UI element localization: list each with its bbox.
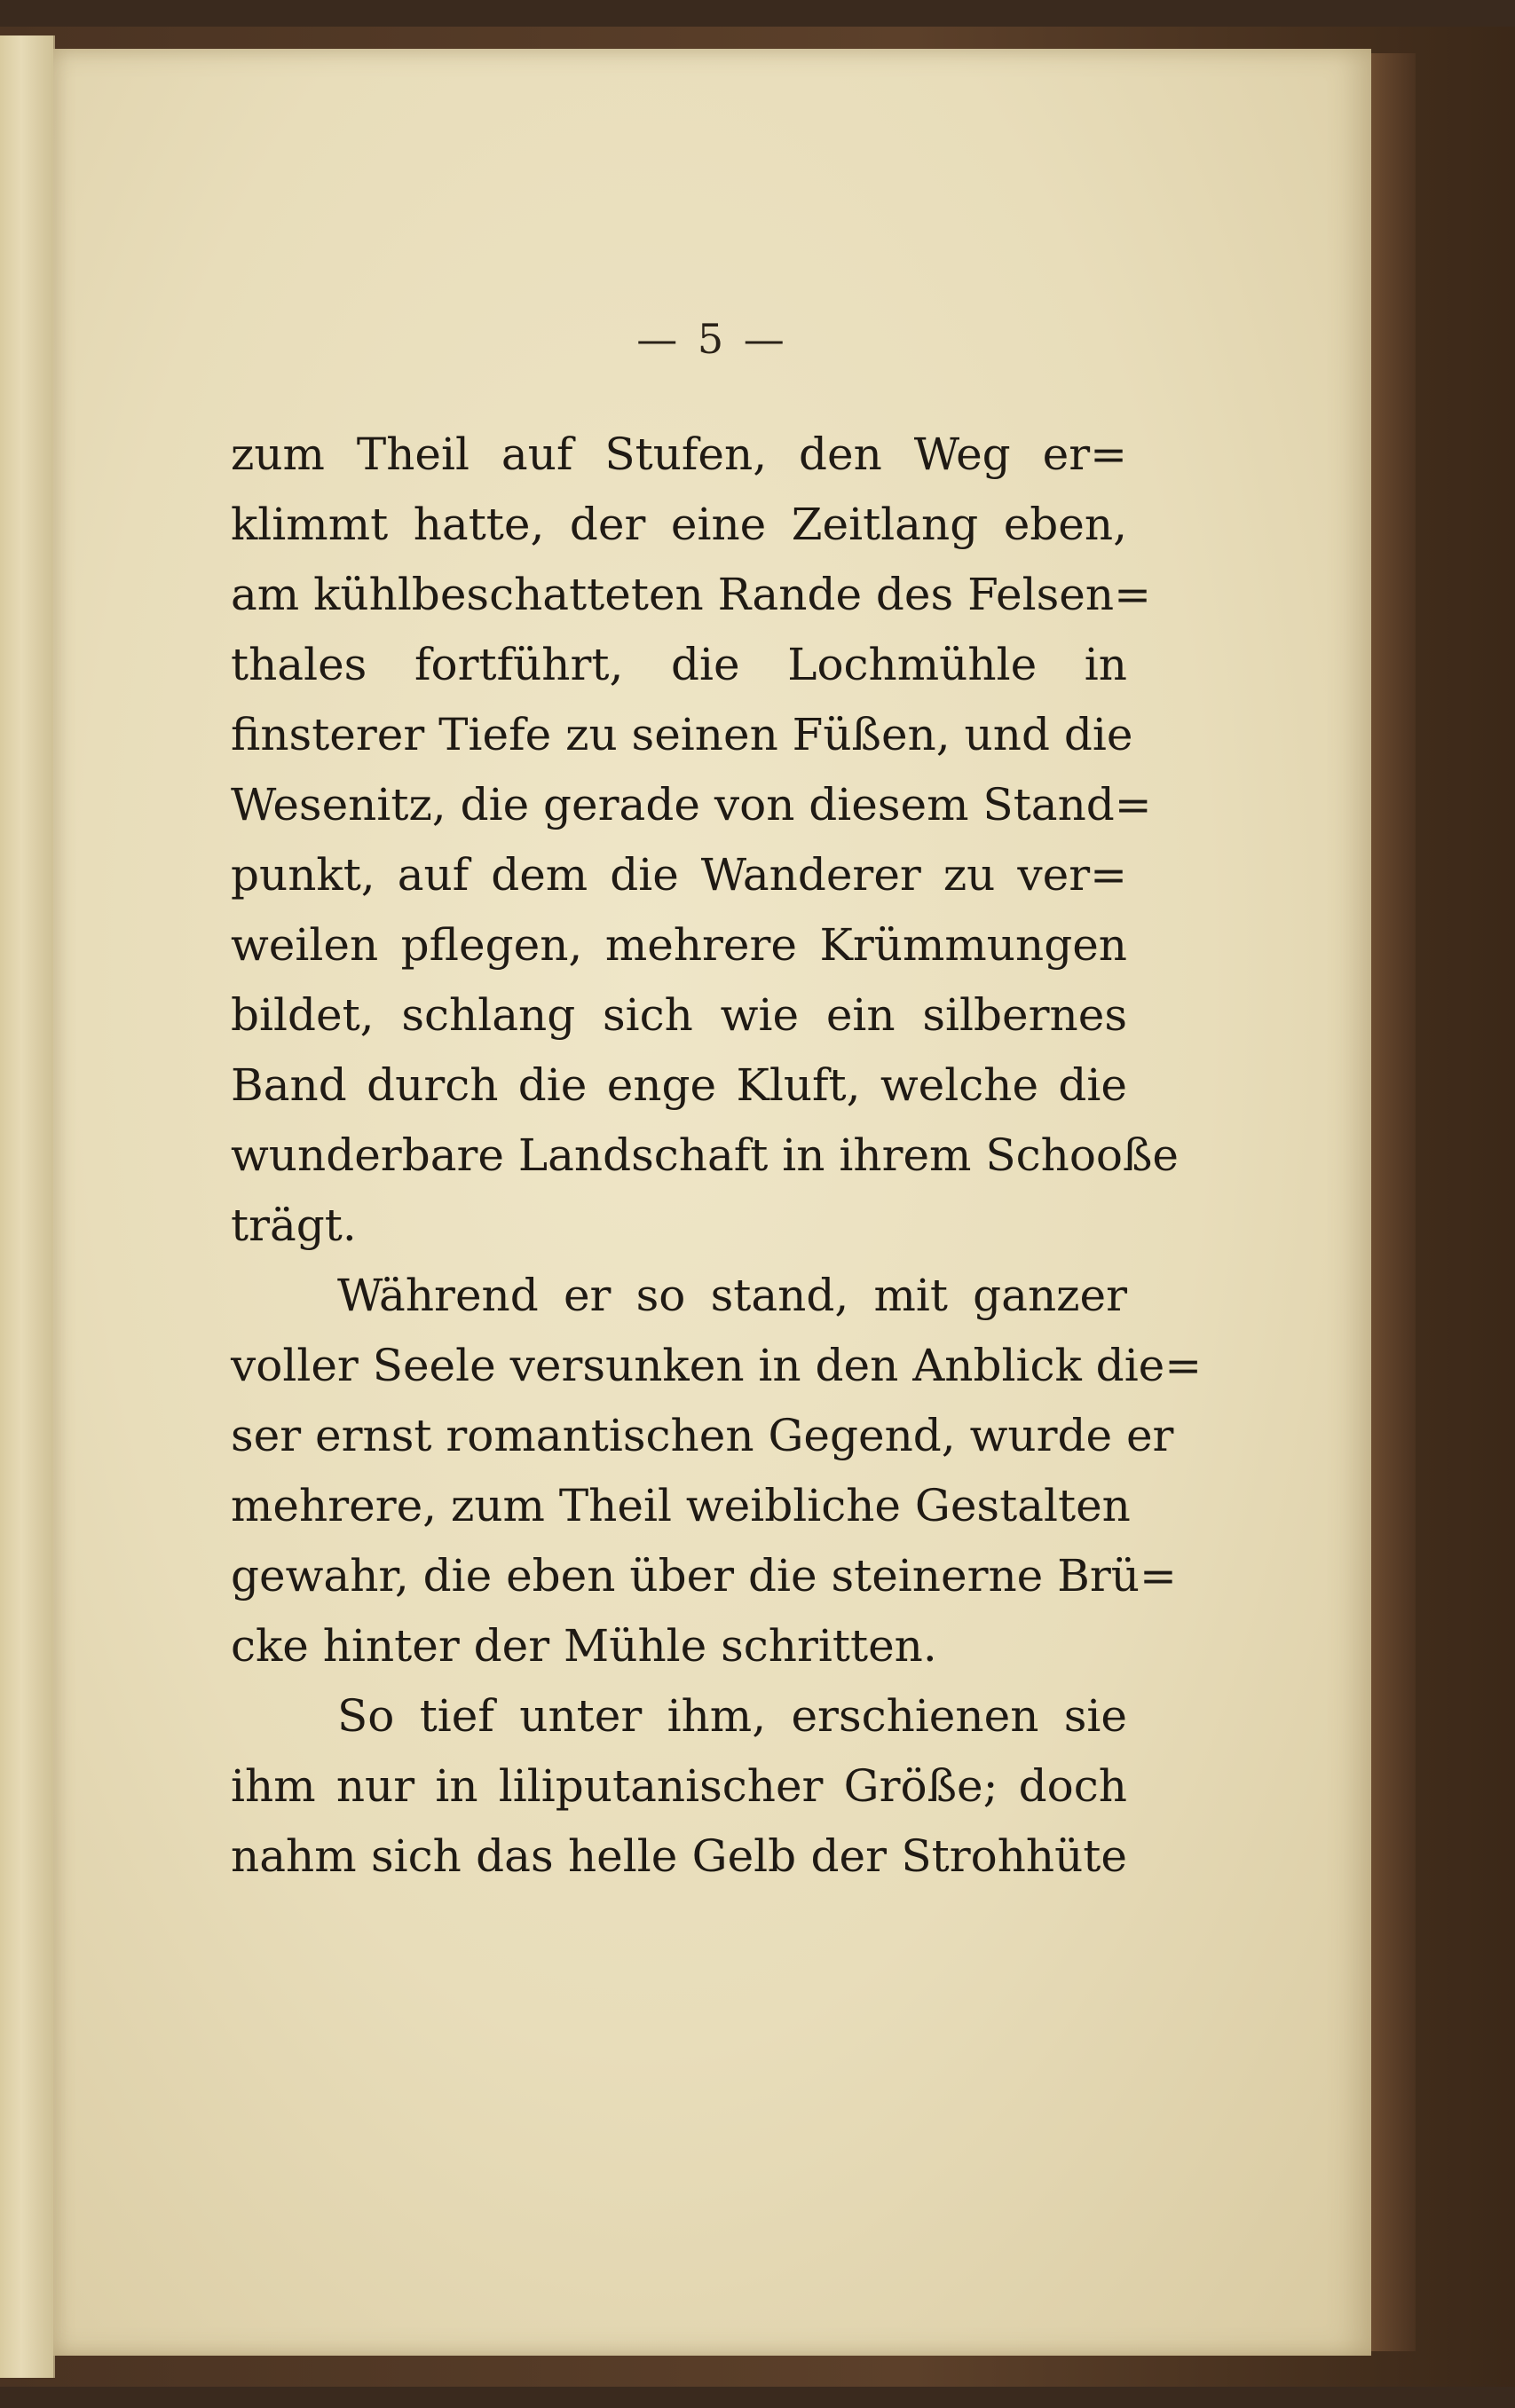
- binding-edge: [0, 35, 55, 2378]
- text-line: cke hinter der Mühle schritten.: [231, 1620, 937, 1672]
- text-line: mehrere, zum Theil weibliche Gestalten: [231, 1480, 1131, 1531]
- text-line: Band durch die enge Kluft, welche die: [231, 1059, 1127, 1111]
- text-line: gewahr, die eben über die steinerne Brü=: [231, 1550, 1177, 1601]
- text-line: am kühlbeschatteten Rande des Felsen=: [231, 569, 1151, 620]
- text-line: bildet, schlang sich wie ein silbernes: [231, 989, 1127, 1041]
- text-line: zum Theil auf Stufen, den Weg er=: [231, 429, 1127, 480]
- text-line: punkt, auf dem die Wanderer zu ver=: [231, 849, 1127, 901]
- text-line: finsterer Tiefe zu seinen Füßen, und die: [231, 709, 1133, 760]
- body-text: [231, 420, 1203, 1892]
- text-line: ihm nur in liliputanischer Größe; doch: [231, 1760, 1127, 1812]
- text-line: voller Seele versunken in den Anblick die=: [231, 1340, 1203, 1391]
- text-line: Während er so stand, mit ganzer: [337, 1270, 1127, 1321]
- text-line: weilen pflegen, mehrere Krümmungen: [231, 919, 1127, 971]
- page-edge: [1371, 53, 1416, 2351]
- page-number: — 5 —: [636, 315, 788, 363]
- text-line: wunderbare Landschaft in ihrem Schooße: [231, 1129, 1180, 1181]
- book-page: [53, 49, 1371, 2356]
- text-line: Wesenitz, die gerade von diesem Stand=: [231, 779, 1152, 830]
- text-line: klimmt hatte, der eine Zeitlang eben,: [231, 499, 1127, 550]
- text-line: ser ernst romantischen Gegend, wurde er: [231, 1410, 1174, 1461]
- text-line: So tief unter ihm, erschienen sie: [337, 1690, 1127, 1742]
- text-line: nahm sich das helle Gelb der Strohhüte: [231, 1830, 1127, 1882]
- text-line: trägt.: [231, 1200, 357, 1251]
- text-line: thales fortführt, die Lochmühle in: [231, 639, 1127, 690]
